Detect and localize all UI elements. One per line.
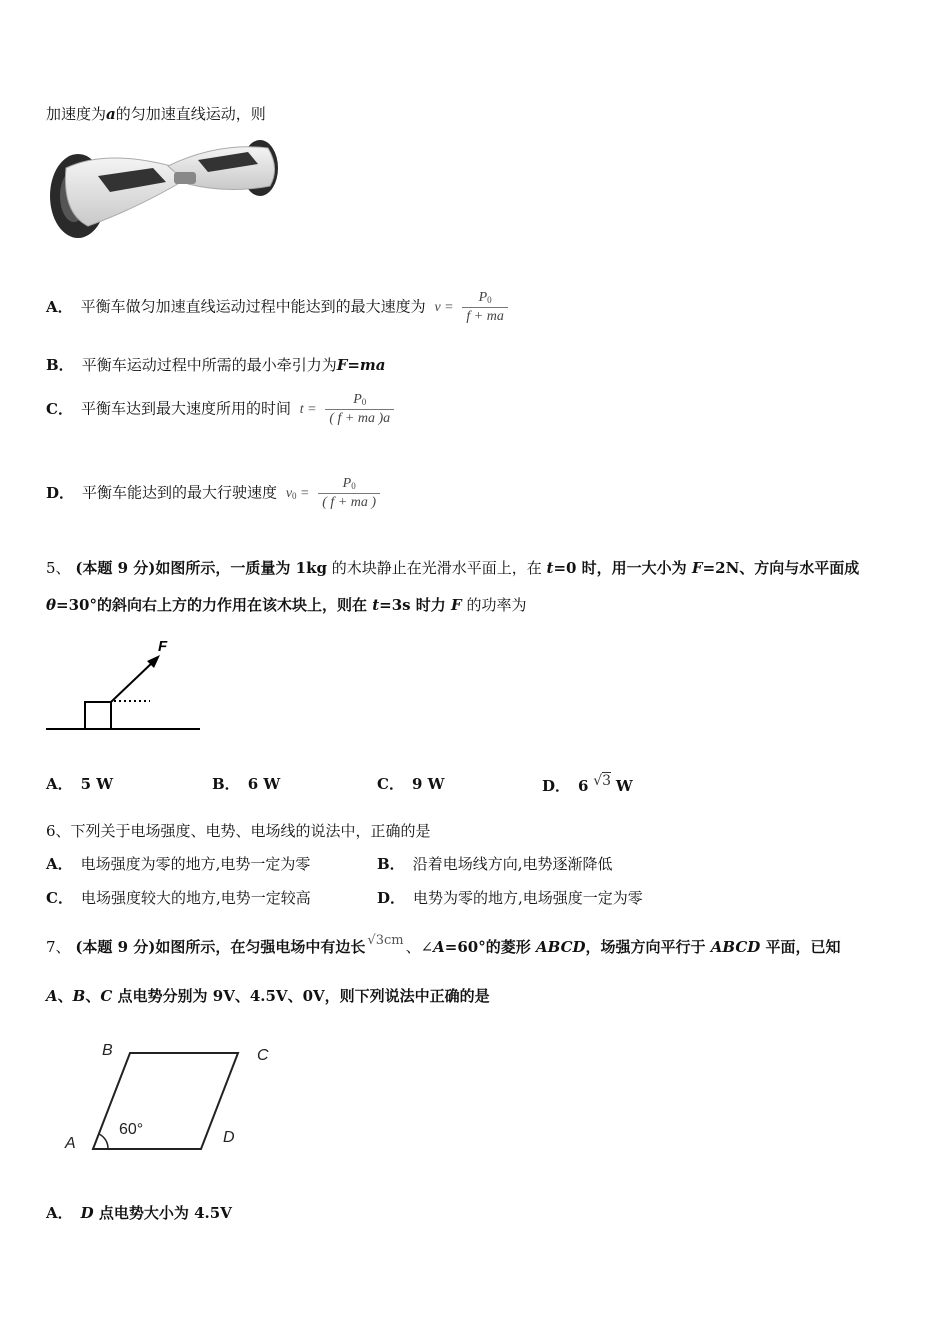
stem-text: 平面，已知	[760, 938, 841, 956]
numerator-subscript: 0	[487, 295, 492, 305]
question-number: 6、	[46, 822, 71, 840]
formula-lhs	[286, 486, 310, 501]
sqrt-radicand: 3	[602, 773, 612, 789]
q5-option-b	[212, 773, 280, 794]
stem-text: =2N、方向与水平面成	[702, 559, 860, 577]
vertex-label-a: A	[65, 1135, 76, 1152]
fraction-denominator: ( f + ma )	[322, 495, 377, 510]
stem-text: 点电势分别为 9V、4.5V、0V，则下列说法中正确的是	[112, 987, 490, 1005]
rhombus-diagram	[55, 1035, 285, 1160]
question-number: 7、	[46, 938, 71, 956]
option-text: 电势为零的地方,电场强度一定为零	[413, 889, 643, 907]
option-label: A．	[46, 297, 73, 316]
stem-var: A	[46, 987, 58, 1005]
q4-option-b	[46, 354, 386, 375]
option-text: 平衡车达到最大速度所用的时间	[80, 399, 291, 418]
side-length: √3cm	[367, 933, 404, 948]
option-text: 电场强度较大的地方,电势一定较高	[80, 889, 311, 907]
q7-option-a	[46, 1202, 232, 1223]
q5-stem-line2	[46, 594, 526, 615]
q6-option-b	[377, 853, 612, 874]
option-label: A．	[46, 1204, 73, 1222]
stem-var: F	[451, 596, 462, 614]
stem-var: ABCD	[710, 938, 761, 956]
option-label: A．	[46, 855, 73, 873]
q4-option-d	[46, 476, 380, 511]
option-label: C．	[46, 889, 73, 907]
formula-fraction	[318, 476, 380, 511]
q5-option-a	[46, 773, 113, 794]
q5-option-c	[377, 773, 444, 794]
stem-text: 的木块静止在光滑水平面上，在	[326, 559, 547, 577]
stem-text: 、	[85, 987, 101, 1005]
lhs-equals: =	[300, 485, 310, 501]
q6-option-c	[46, 887, 311, 908]
option-text: 平衡车运动过程中所需的最小牵引力为	[81, 356, 337, 374]
q4-option-a	[46, 290, 508, 325]
stem-var: A	[433, 938, 445, 956]
option-label: D．	[542, 777, 571, 795]
stem-text: 、	[57, 987, 73, 1005]
vertex-label-b: B	[102, 1042, 113, 1059]
numerator-subscript: 0	[351, 481, 356, 491]
option-text: 6 W	[247, 775, 281, 793]
stem-var: θ	[46, 596, 57, 614]
lhs-var: v	[285, 485, 293, 501]
stem-var: C	[100, 987, 113, 1005]
block-force-diagram	[44, 633, 204, 737]
formula-lhs: t =	[299, 401, 317, 417]
q6-option-d	[377, 887, 643, 908]
hoverboard-image	[48, 138, 283, 242]
option-text: 电场强度为零的地方,电势一定为零	[80, 855, 311, 873]
stem-text: 、∠	[405, 938, 434, 956]
option-text: 9 W	[411, 775, 445, 793]
angle-label: 60°	[119, 1121, 144, 1138]
numerator-subscript: 0	[361, 397, 367, 407]
option-text: 5 W	[80, 775, 114, 793]
fraction-numerator: P	[353, 392, 362, 407]
vertex-label-d: D	[223, 1129, 235, 1146]
q5-stem-line1	[46, 557, 859, 578]
stem-text: 1kg	[295, 559, 327, 577]
option-text: 平衡车能达到的最大行驶速度	[82, 483, 278, 502]
q5-option-d	[542, 773, 633, 796]
option-label: A．	[46, 775, 73, 793]
intro-var: a	[106, 105, 116, 123]
option-var: D	[80, 1204, 94, 1222]
fraction-denominator: f + ma	[466, 309, 504, 324]
option-text: 沿着电场线方向,电势逐渐降低	[412, 855, 613, 873]
stem-text: =30°的斜向右上方的力作用在该木块上，则在	[56, 596, 373, 614]
option-label: D．	[377, 889, 406, 907]
formula-inline: F=ma	[336, 356, 386, 374]
formula-fraction	[462, 290, 507, 325]
option-label: C．	[46, 399, 73, 418]
intro-text-after: 的匀加速直线运动，则	[115, 105, 266, 123]
stem-text: =3s 时力	[379, 596, 452, 614]
stem-var: ABCD	[535, 938, 586, 956]
q7-stem-line1	[46, 933, 841, 957]
option-label: C．	[377, 775, 404, 793]
stem-var: B	[72, 987, 86, 1005]
option-label: B．	[212, 775, 240, 793]
option-label: B．	[46, 356, 74, 374]
option-text: 平衡车做匀加速直线运动过程中能达到的最大速度为	[80, 297, 426, 316]
fraction-denominator: ( f + ma )a	[329, 411, 391, 426]
fraction-numerator: P	[478, 290, 488, 305]
sqrt-expression: √3	[593, 773, 612, 789]
stem-text: =60°的菱形	[444, 938, 536, 956]
vertex-label-c: C	[257, 1047, 269, 1064]
fraction-numerator: P	[342, 476, 352, 491]
option-unit: W	[615, 777, 633, 795]
q4-option-c	[46, 392, 394, 427]
formula-lhs: v =	[434, 299, 454, 315]
stem-var: F	[691, 559, 703, 577]
stem-text: (本题 9 分)如图所示，一质量为	[75, 559, 296, 577]
question-number: 5、	[46, 559, 71, 577]
q6-option-a	[46, 853, 310, 874]
stem-text: (本题 9 分)如图所示，在匀强电场中有边长	[75, 938, 366, 956]
option-text: 点电势大小为 4.5V	[93, 1204, 232, 1222]
stem-text: 的功率为	[461, 596, 527, 614]
force-label: F	[158, 638, 168, 655]
formula-fraction	[325, 392, 394, 427]
stem-var: t	[546, 559, 554, 577]
lhs-subscript: 0	[292, 490, 297, 501]
option-label: B．	[377, 855, 405, 873]
option-label: D．	[46, 483, 75, 502]
stem-text: =0 时，用一大小为	[553, 559, 692, 577]
option-text: 6	[578, 777, 589, 795]
intro-text: 加速度为	[46, 105, 107, 123]
stem-text: 下列关于电场强度、电势、电场线的说法中，正确的是	[70, 822, 431, 840]
intro-line	[46, 103, 266, 124]
stem-text: ，场强方向平行于	[585, 938, 711, 956]
stem-var: t	[372, 596, 380, 614]
q6-stem	[46, 820, 431, 841]
q7-stem-line2	[46, 985, 490, 1006]
